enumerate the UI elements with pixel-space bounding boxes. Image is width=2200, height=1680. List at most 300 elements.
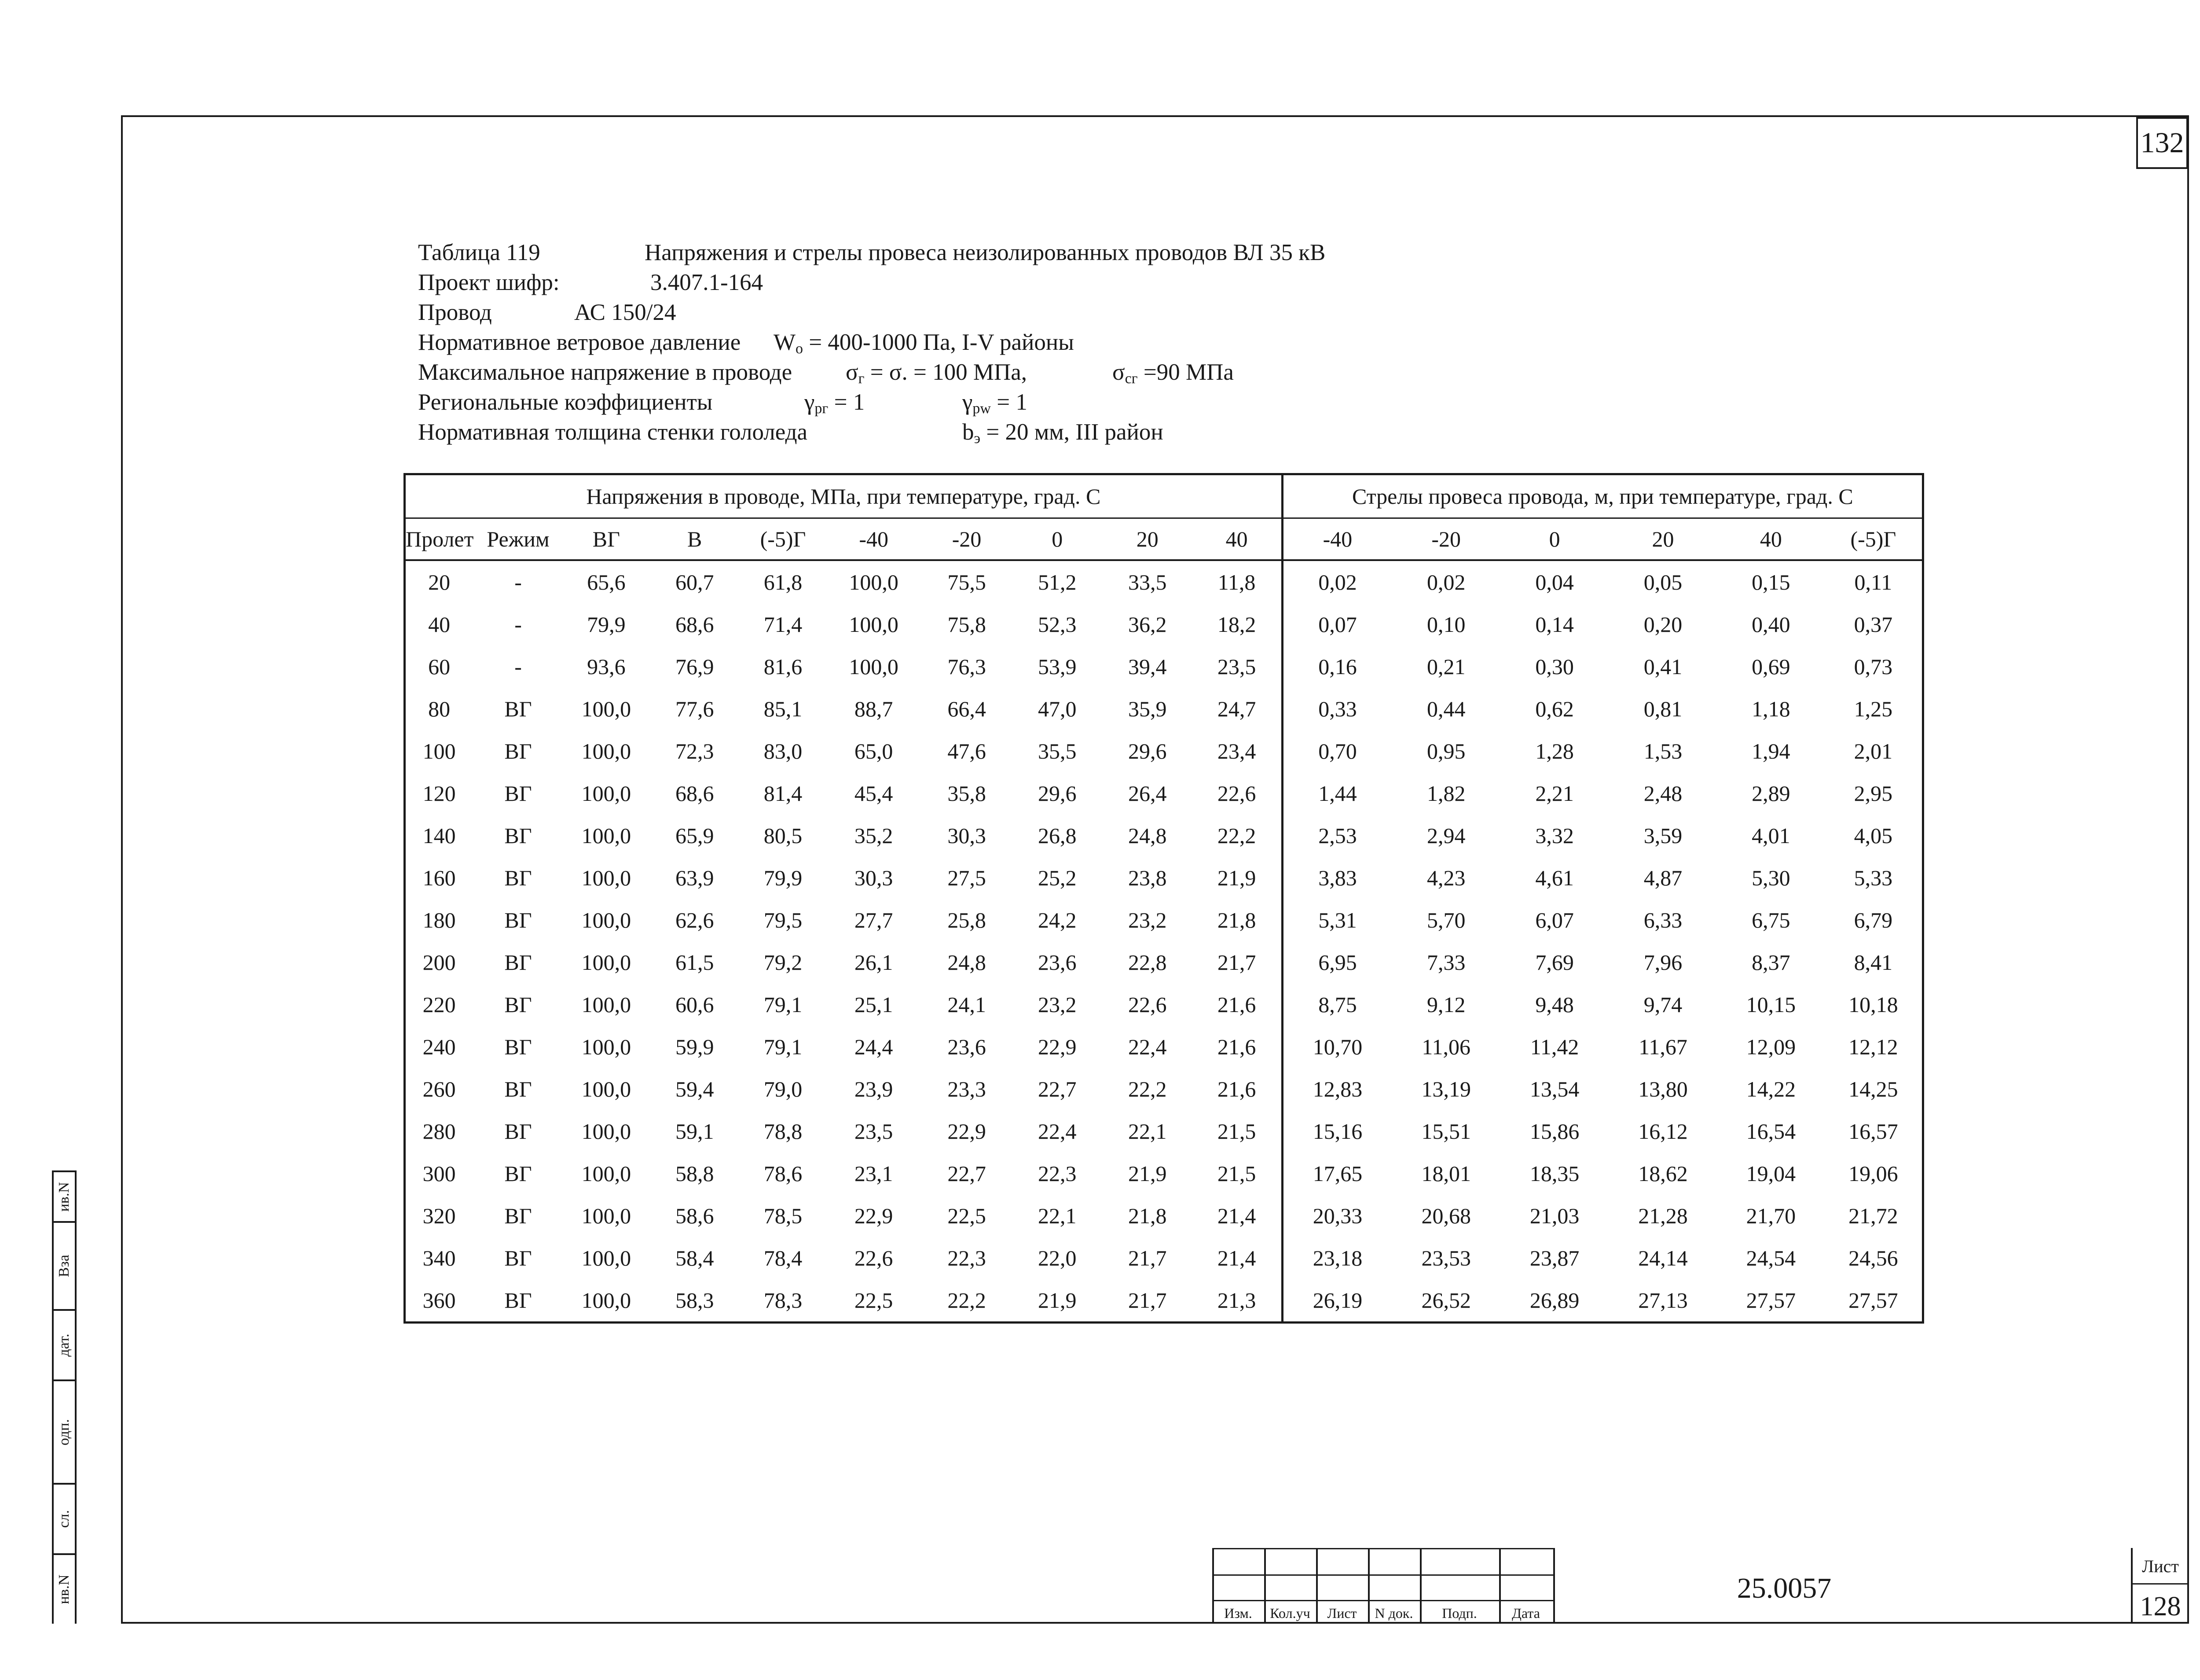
table-cell: ВГ (504, 697, 532, 721)
table-cell: 0,62 (1535, 697, 1574, 721)
ice-line (418, 419, 1163, 447)
table-cell: 20 (428, 570, 451, 594)
table-row (405, 772, 1923, 814)
table-cell: 12,09 (1746, 1034, 1796, 1059)
table-cell: 65,0 (854, 739, 893, 763)
table-cell: 35,9 (1128, 697, 1167, 721)
table-cell: 77,6 (675, 697, 714, 721)
table-cell: 7,96 (1643, 950, 1683, 975)
coef-value-1: $\gamma_{рг} = 1$ (804, 389, 865, 417)
column-header: Пролет (405, 518, 473, 561)
table-cell: 24,56 (1848, 1246, 1898, 1270)
table-cell: 1,94 (1752, 739, 1790, 763)
table-cell: 100,0 (581, 1246, 631, 1270)
table-cell: 100,0 (581, 1161, 631, 1186)
table-cell: 26,19 (1313, 1288, 1363, 1313)
table-cell: 61,5 (675, 950, 714, 975)
table-cell: 21,6 (1192, 983, 1283, 1026)
table-cell: 13,19 (1421, 1077, 1471, 1101)
table-cell: 9,74 (1643, 992, 1683, 1017)
stress-sag-table (403, 473, 1924, 1324)
table-cell: 26,4 (1128, 781, 1167, 806)
table-cell: 23,8 (1128, 866, 1167, 890)
table-cell: 180 (422, 908, 456, 932)
table-cell: 23,87 (1529, 1246, 1580, 1270)
table-cell: 120 (422, 781, 456, 806)
table-cell: ВГ (504, 823, 532, 848)
table-cell: 0,37 (1854, 612, 1893, 637)
column-header: -40 (826, 518, 922, 561)
table-cell: 17,65 (1313, 1161, 1363, 1186)
table-cell: ВГ (504, 781, 532, 806)
table-cell: 1,82 (1426, 781, 1466, 806)
table-cell: 2,01 (1854, 739, 1893, 763)
table-cell: 7,33 (1426, 950, 1466, 975)
stamp-label-izm: Изм. (1224, 1605, 1252, 1621)
table-cell: 22,1 (1128, 1119, 1167, 1144)
table-cell: 9,48 (1535, 992, 1574, 1017)
table-cell: 11,42 (1530, 1034, 1579, 1059)
table-cell: 23,5 (854, 1119, 893, 1144)
side-cell: нв.N (54, 1553, 75, 1624)
stress-group-header: Напряжения в проводе, МПа, при температуре, град. С (405, 474, 1283, 518)
table-cell: 20,33 (1313, 1203, 1363, 1228)
table-cell: 26,1 (854, 950, 893, 975)
sheet-number: 128 (2140, 1592, 2181, 1621)
table-cell: 30,3 (947, 823, 986, 848)
column-header: 0 (1500, 518, 1609, 561)
wire-label: Провод (418, 300, 492, 325)
table-cell: ВГ (504, 1034, 532, 1059)
table-cell: 59,1 (675, 1119, 714, 1144)
table-row (405, 646, 1923, 688)
table-cell: 22,9 (854, 1203, 893, 1228)
project-code: 3.407.1-164 (650, 270, 763, 295)
table-cell: 100,0 (581, 866, 631, 890)
table-cell: 2,89 (1752, 781, 1790, 806)
table-row (405, 1068, 1923, 1110)
table-cell: 160 (422, 866, 456, 890)
table-cell: 58,4 (675, 1246, 714, 1270)
table-cell: 2,53 (1318, 823, 1357, 848)
table-cell: ВГ (504, 1161, 532, 1186)
table-label: Таблица 119 (418, 240, 540, 265)
sag-group-header: Стрелы провеса провода, м, при температуре, град. С (1282, 474, 1923, 518)
table-cell: 23,6 (1038, 950, 1077, 975)
table-cell: 100,0 (849, 654, 898, 679)
table-cell: 21,7 (1128, 1288, 1167, 1313)
stress-value-2: $\sigma_{сг} =90$ МПа (1112, 359, 1234, 387)
table-cell: 27,7 (854, 908, 893, 932)
table-cell: 24,1 (947, 992, 986, 1017)
table-cell: 22,0 (1038, 1246, 1077, 1270)
table-cell: ВГ (504, 866, 532, 890)
table-cell: 25,8 (947, 908, 986, 932)
column-header: -20 (922, 518, 1012, 561)
column-header: В (649, 518, 741, 561)
table-cell: 0,02 (1318, 570, 1357, 594)
table-cell: 0,40 (1752, 612, 1790, 637)
table-cell: 5,31 (1318, 908, 1357, 932)
table-cell: ВГ (504, 1246, 532, 1270)
table-cell: 0,10 (1426, 612, 1466, 637)
document-code: 25.0057 (1737, 1572, 1832, 1604)
table-cell: 100,0 (581, 1288, 631, 1313)
table-cell: 79,0 (763, 1077, 803, 1101)
table-cell: 10,70 (1313, 1034, 1363, 1059)
table-cell: 65,6 (587, 570, 626, 594)
table-cell: 0,14 (1535, 612, 1574, 637)
table-cell: 18,01 (1421, 1161, 1471, 1186)
coef-line (418, 389, 1027, 417)
coef-value-2: $\gamma_{pw} = 1$ (962, 389, 1027, 417)
wire-value: АС 150/24 (574, 300, 676, 325)
table-cell: ВГ (504, 1288, 532, 1313)
table-cell: - (514, 654, 522, 679)
stamp-label-kolvo: Кол.уч (1270, 1605, 1310, 1621)
table-cell: 0,02 (1426, 570, 1466, 594)
table-cell: 3,32 (1535, 823, 1574, 848)
table-cell: 47,0 (1038, 697, 1077, 721)
column-header: 20 (1103, 518, 1192, 561)
table-cell: 21,9 (1192, 857, 1283, 899)
table-cell: 21,70 (1746, 1203, 1796, 1228)
table-cell: 35,5 (1038, 739, 1077, 763)
table-cell: 22,2 (1128, 1077, 1167, 1101)
table-cell: 0,15 (1752, 570, 1790, 594)
column-header: 40 (1192, 518, 1283, 561)
table-cell: 16,12 (1638, 1119, 1688, 1144)
table-cell: 11,67 (1639, 1034, 1687, 1059)
table-cell: 100,0 (581, 992, 631, 1017)
table-row (405, 1110, 1923, 1152)
table-cell: 22,9 (947, 1119, 986, 1144)
table-cell: 21,9 (1128, 1161, 1167, 1186)
table-row (405, 983, 1923, 1026)
table-cell: 100,0 (581, 1203, 631, 1228)
table-cell: 100,0 (849, 570, 898, 594)
side-cell: одп. (54, 1379, 75, 1483)
table-cell: 6,07 (1535, 908, 1574, 932)
table-cell: 23,2 (1038, 992, 1077, 1017)
table-cell: 93,6 (587, 654, 626, 679)
table-row (405, 1152, 1923, 1195)
table-cell: 79,2 (763, 950, 803, 975)
table-cell: 100 (422, 739, 456, 763)
table-cell: 47,6 (947, 739, 986, 763)
ice-label: Нормативная толщина стенки гололеда (418, 419, 808, 445)
table-cell: 53,9 (1038, 654, 1077, 679)
table-cell: 23,4 (1192, 730, 1283, 772)
table-cell: 22,7 (947, 1161, 986, 1186)
table-cell: 0,16 (1318, 654, 1357, 679)
table-cell: - (514, 612, 522, 637)
table-cell: 22,9 (1038, 1034, 1077, 1059)
table-cell: ВГ (504, 1077, 532, 1101)
table-cell: 79,1 (763, 992, 803, 1017)
table-cell: 21,72 (1848, 1203, 1898, 1228)
table-cell: 60,6 (675, 992, 714, 1017)
table-cell: 16,57 (1848, 1119, 1898, 1144)
table-cell: 140 (422, 823, 456, 848)
table-cell: 7,69 (1535, 950, 1574, 975)
table-cell: 40 (428, 612, 451, 637)
table-cell: 22,6 (1128, 992, 1167, 1017)
table-cell: 63,9 (675, 866, 714, 890)
table-cell: 36,2 (1128, 612, 1167, 637)
table-cell: 65,9 (675, 823, 714, 848)
table-cell: 300 (422, 1161, 456, 1186)
table-cell: 12,83 (1313, 1077, 1363, 1101)
table-cell: 80,5 (763, 823, 803, 848)
table-cell: 14,25 (1848, 1077, 1898, 1101)
wind-value: $W_o = 400-1000$ Па, I-V районы (774, 330, 1074, 357)
table-cell: 81,4 (763, 781, 803, 806)
table-cell: 320 (422, 1203, 456, 1228)
table-cell: 35,2 (854, 823, 893, 848)
table-cell: 100,0 (581, 823, 631, 848)
table-cell: 6,33 (1643, 908, 1683, 932)
table-cell: 5,33 (1854, 866, 1893, 890)
table-cell: 23,1 (854, 1161, 893, 1186)
table-cell: 2,94 (1426, 823, 1466, 848)
table-cell: 2,95 (1854, 781, 1893, 806)
table-cell: 220 (422, 992, 456, 1017)
table-row (405, 730, 1923, 772)
table-cell: 79,9 (763, 866, 803, 890)
table-cell: 100,0 (581, 908, 631, 932)
column-header: -20 (1392, 518, 1500, 561)
column-header: -40 (1282, 518, 1392, 561)
table-cell: 78,6 (763, 1161, 803, 1186)
table-cell: 13,80 (1638, 1077, 1688, 1101)
table-cell: 26,52 (1421, 1288, 1471, 1313)
table-cell: 8,41 (1854, 950, 1893, 975)
table-cell: 22,5 (854, 1288, 893, 1313)
table-cell: 18,2 (1192, 603, 1283, 646)
table-cell: 100,0 (581, 781, 631, 806)
stress-label: Максимальное напряжение в проводе (418, 359, 792, 385)
table-cell: 39,4 (1128, 654, 1167, 679)
table-cell: 58,8 (675, 1161, 714, 1186)
table-caption-line (418, 240, 1326, 265)
stress-value-1: $\sigma_г = \sigma$. = 100 МПа, (846, 359, 1027, 387)
table-cell: 79,9 (587, 612, 626, 637)
table-cell: 4,61 (1535, 866, 1574, 890)
table-cell: 21,6 (1192, 1068, 1283, 1110)
ice-value: $b_э = 20$ мм, III район (962, 419, 1163, 447)
table-cell: 11,8 (1192, 560, 1283, 603)
table-cell: 1,53 (1643, 739, 1683, 763)
table-cell: 25,2 (1038, 866, 1077, 890)
wind-line (418, 330, 1074, 357)
column-header: (-5)Г (1825, 518, 1923, 561)
table-row (405, 1279, 1923, 1323)
table-cell: 24,54 (1746, 1246, 1796, 1270)
table-cell: 78,5 (763, 1203, 803, 1228)
table-cell: 71,4 (763, 612, 803, 637)
sheet-label: Лист (2142, 1556, 2179, 1576)
table-cell: 24,7 (1192, 688, 1283, 730)
table-cell: 360 (422, 1288, 456, 1313)
page-number: 132 (2136, 117, 2188, 169)
side-cell: дат. (54, 1309, 75, 1379)
stamp-label-podp: Подп. (1442, 1605, 1477, 1621)
table-cell: 12,12 (1848, 1034, 1898, 1059)
table-cell: 1,28 (1535, 739, 1574, 763)
table-cell: 4,05 (1854, 823, 1893, 848)
table-cell: 26,89 (1529, 1288, 1580, 1313)
column-header: (-5)Г (741, 518, 826, 561)
table-cell: 61,8 (763, 570, 803, 594)
table-row (405, 941, 1923, 983)
table-cell: 45,4 (854, 781, 893, 806)
table-cell: 88,7 (854, 697, 893, 721)
table-cell: 8,37 (1752, 950, 1790, 975)
table-cell: 4,01 (1752, 823, 1790, 848)
table-cell: ВГ (504, 992, 532, 1017)
table-cell: 79,5 (763, 908, 803, 932)
table-row (405, 560, 1923, 603)
table-cell: ВГ (504, 1203, 532, 1228)
table-cell: 27,57 (1848, 1288, 1898, 1313)
table-cell: 27,57 (1746, 1288, 1796, 1313)
table-row (405, 688, 1923, 730)
table-cell: 21,7 (1192, 941, 1283, 983)
table-cell: 23,6 (947, 1034, 986, 1059)
table-cell: 11,06 (1422, 1034, 1471, 1059)
table-cell: 3,59 (1643, 823, 1683, 848)
table-cell: 0,21 (1426, 654, 1466, 679)
table-cell: 21,28 (1638, 1203, 1688, 1228)
project-line (418, 270, 763, 295)
table-cell: 4,87 (1643, 866, 1683, 890)
column-header: 0 (1012, 518, 1103, 561)
table-cell: 21,4 (1192, 1237, 1283, 1279)
table-cell: 30,3 (854, 866, 893, 890)
column-header: 40 (1717, 518, 1825, 561)
table-cell: 0,33 (1318, 697, 1357, 721)
table-cell: 260 (422, 1077, 456, 1101)
table-cell: 81,6 (763, 654, 803, 679)
table-cell: 3,83 (1318, 866, 1357, 890)
project-label: Проект шифр: (418, 270, 560, 295)
side-cell: Вза (54, 1221, 75, 1309)
table-cell: 1,44 (1318, 781, 1357, 806)
table-cell: 2,21 (1535, 781, 1574, 806)
stamp-label-ndok: N док. (1375, 1605, 1413, 1621)
column-header: 20 (1609, 518, 1717, 561)
table-cell: 59,4 (675, 1077, 714, 1101)
wire-line (418, 300, 676, 325)
side-stamp (52, 1170, 77, 1624)
table-cell: 100,0 (581, 697, 631, 721)
table-cell: 26,8 (1038, 823, 1077, 848)
table-cell: 200 (422, 950, 456, 975)
table-cell: 5,30 (1752, 866, 1790, 890)
table-cell: 85,1 (763, 697, 803, 721)
table-cell: 78,3 (763, 1288, 803, 1313)
table-cell: 21,03 (1529, 1203, 1580, 1228)
table-cell: 1,18 (1752, 697, 1790, 721)
table-cell: 21,8 (1192, 899, 1283, 941)
table-cell: 100,0 (581, 1077, 631, 1101)
table-cell: 1,25 (1854, 697, 1893, 721)
table-cell: 19,04 (1746, 1161, 1796, 1186)
table-cell: 10,15 (1746, 992, 1796, 1017)
table-cell: 0,07 (1318, 612, 1357, 637)
table-cell: 16,54 (1746, 1119, 1796, 1144)
column-header: ВГ (564, 518, 649, 561)
table-cell: 76,9 (675, 654, 714, 679)
table-cell: 10,18 (1848, 992, 1898, 1017)
table-cell: 23,5 (1192, 646, 1283, 688)
table-cell: 83,0 (763, 739, 803, 763)
table-cell: 22,6 (1192, 772, 1283, 814)
table-cell: 5,70 (1426, 908, 1466, 932)
table-cell: 100,0 (581, 739, 631, 763)
table-cell: 21,7 (1128, 1246, 1167, 1270)
table-cell: 0,73 (1854, 654, 1893, 679)
table-cell: 22,4 (1038, 1119, 1077, 1144)
table-cell: 13,54 (1529, 1077, 1580, 1101)
table-cell: 22,3 (1038, 1161, 1077, 1186)
table-cell: 23,9 (854, 1077, 893, 1101)
table-cell: 68,6 (675, 612, 714, 637)
table-cell: 78,8 (763, 1119, 803, 1144)
wind-label: Нормативное ветровое давление (418, 330, 741, 355)
table-row (405, 1026, 1923, 1068)
table-cell: 59,9 (675, 1034, 714, 1059)
table-cell: 0,95 (1426, 739, 1466, 763)
stress-line (418, 359, 1234, 387)
table-cell: 78,4 (763, 1246, 803, 1270)
table-cell: 6,79 (1854, 908, 1893, 932)
table-cell: 22,4 (1128, 1034, 1167, 1059)
table-row (405, 1237, 1923, 1279)
table-cell: 280 (422, 1119, 456, 1144)
table-cell: 68,6 (675, 781, 714, 806)
column-header: Режим (473, 518, 564, 561)
table-cell: ВГ (504, 950, 532, 975)
table-cell: 23,18 (1313, 1246, 1363, 1270)
table-cell: 18,62 (1638, 1161, 1688, 1186)
table-cell: 60 (428, 654, 451, 679)
table-cell: 22,5 (947, 1203, 986, 1228)
table-cell: 0,04 (1535, 570, 1574, 594)
table-cell: 19,06 (1848, 1161, 1898, 1186)
table-cell: 21,3 (1192, 1279, 1283, 1323)
table-cell: 60,7 (675, 570, 714, 594)
table-cell: 340 (422, 1246, 456, 1270)
table-cell: 23,2 (1128, 908, 1167, 932)
table-cell: 9,12 (1426, 992, 1466, 1017)
table-cell: 15,16 (1313, 1119, 1363, 1144)
table-cell: 76,3 (947, 654, 986, 679)
table-cell: 22,2 (1192, 814, 1283, 857)
table-cell: 0,44 (1426, 697, 1466, 721)
table-cell: 18,35 (1529, 1161, 1580, 1186)
table-cell: 24,4 (854, 1034, 893, 1059)
table-row (405, 814, 1923, 857)
table-cell: 21,4 (1192, 1195, 1283, 1237)
table-cell: 22,6 (854, 1246, 893, 1270)
stamp-label-data: Дата (1512, 1605, 1540, 1621)
table-cell: 0,69 (1752, 654, 1790, 679)
table-cell: 21,6 (1192, 1026, 1283, 1068)
table-cell: 75,5 (947, 570, 986, 594)
table-cell: 4,23 (1426, 866, 1466, 890)
